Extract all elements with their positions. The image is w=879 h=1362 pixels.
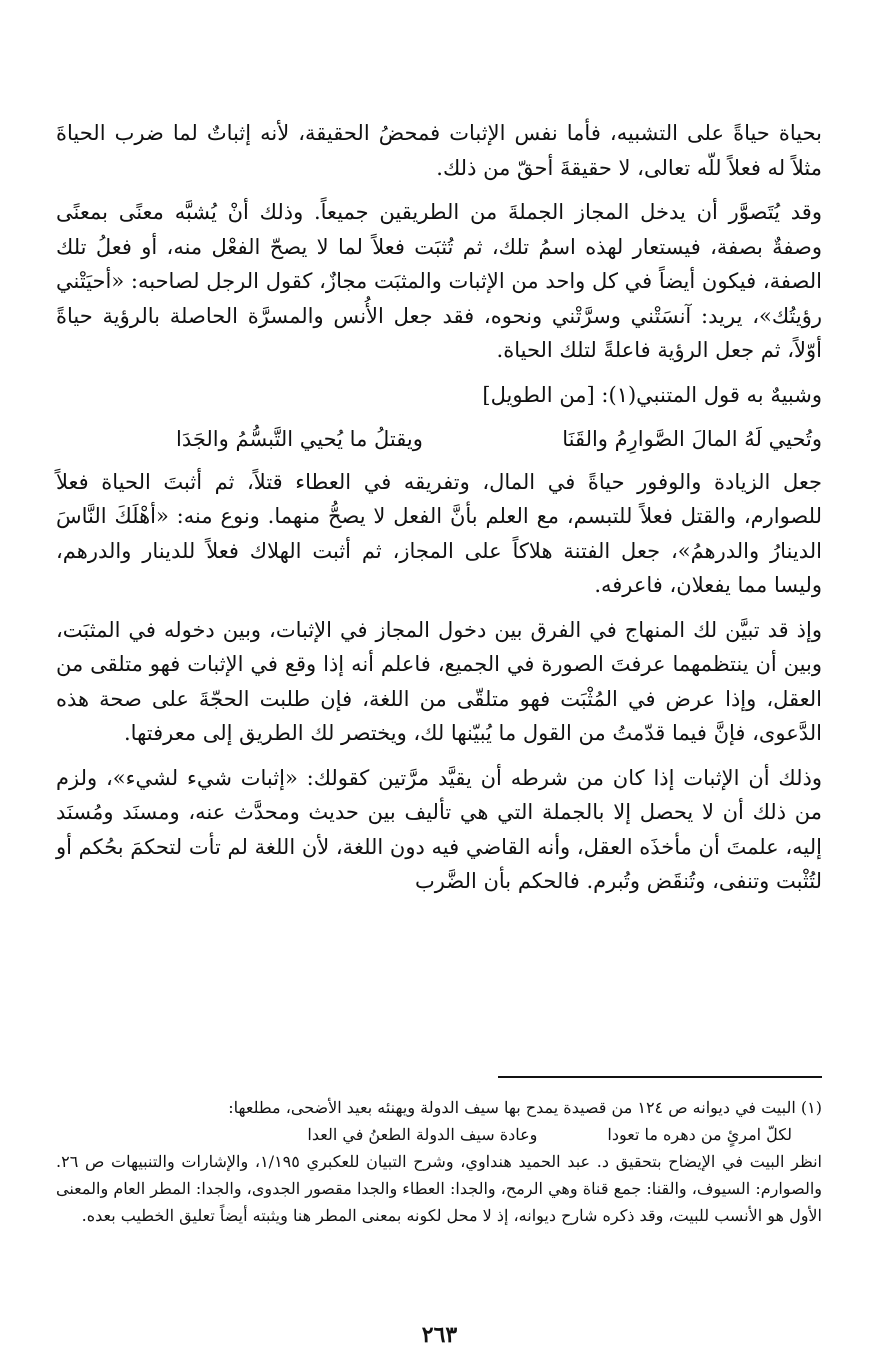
page-number: ٢٦٣	[421, 1322, 458, 1348]
paragraph-5: وذلك أن الإثبات إذا كان من شرطه أن يقيَّد مرَّتين كقولك: «إثبات شيء لشيء»، ولزم من ذلك أن لا يحصل إلا بالجملة التي هي تأليف بين حديث ومحدَّث عنه، ومسنَد ومُسنَد إليه، علمتَ أن مأخذَه العقل، وأنه القاضي فيه دون اللغة، لأن اللغة لم تأت لتحكمَ بحُكم أو لتُثْبت وتنفى، وتُنقَض وتُبرم. فالحكم بأن الضَّرب	[56, 765, 822, 893]
main-text	[56, 116, 822, 909]
paragraph-3: جعل الزيادة والوفور حياةً في المال، وتفريقه في العطاء قتلاً، ثم أثبتَ الحياة فعلاً للصوارم، والقتل فعلاً للتبسم، مع العلم بأنَّ الفعل لا يصحُّ منهما. ونوع منه: «أهْلَكَ النَّاسَ الدينارُ والدرهمُ»، جعل الفتنة هلاكاً على المجاز، ثم أثبت الهلاك فعلاً للدينار والدرهم، وليسا مما يفعلان، فاعرفه.	[56, 469, 822, 597]
footnote-verse	[56, 1121, 822, 1148]
footnote-separator	[498, 1076, 822, 1078]
poetry-verse	[56, 422, 822, 457]
verse-first-hemistich: وتُحيي لَهُ المالَ الصَّوارِمُ والقَنَا	[562, 427, 822, 451]
paragraph-2: وقد يُتَصوَّر أن يدخل المجاز الجملةَ من الطريقين جميعاً. وذلك أنْ يُشبَّه معنًى بمعنًى وصفةٌ بصفة، فيستعار لهذه اسمُ تلك، ثم تُثبَت فعلاً لما لا يصحّ الفعْل منه، أو فعلُ تلك الصفة، فيكون أيضاً في كل واحد من الإثبات والمثبَت مجازٌ، كقول الرجل لصاحبه: «أحيَتْني رؤيتُك»، يريد: آنسَتْني وسرَّتْني ونحوه، فقد جعل الأُنس والمسرَّة الحاصلة بالرؤية حياةً أوّلاً، ثم جعل الرؤية فاعلةً لتلك الحياة.	[56, 200, 822, 362]
paragraph-1: بحياة حياةً على التشبيه، فأما نفس الإثبات فمحضُ الحقيقة، لأنه إثباتٌ لما ضرب الحياةَ مثلاً له فعلاً للّه تعالى، لا حقيقةَ أحقّ من ذلك.	[56, 121, 822, 180]
footnote-body: انظر البيت في الإيضاح بتحقيق د. عبد الحميد هنداوي، وشرح التبيان للعكبري ١/١٩٥، والإشارات والتنبيهات ص ٢٦. والصوارم: السيوف، والقنا: جمع قناة وهي الرمح، والجدا: العطاء والجدا مقصور الجدوى، والجدا: المطر العام والمعنى الأول هو الأنسب للبيت، وقد ذكره شارح ديوانه، إذ لا محل لكونه بمعنى المطر هنا ويثبته أيضاً تعليق الخطيب بعده.	[56, 1152, 822, 1225]
footnotes	[56, 1094, 822, 1229]
footnote-line-1: (١) البيت في ديوانه ص ١٢٤ من قصيدة يمدح بها سيف الدولة ويهنئه بعيد الأضحى، مطلعها:	[228, 1098, 822, 1117]
footnote-verse-first: لكلّ امرئٍ من دهره ما تعودا	[607, 1125, 792, 1144]
verse-intro: وشبيهٌ به قول المتنبي(١): [من الطويل]	[482, 382, 822, 407]
verse-second-hemistich: ويقتلُ ما يُحيي التَّبسُّمُ والجَدَا	[176, 427, 423, 451]
paragraph-4: وإذ قد تبيَّن لك المنهاج في الفرق بين دخول المجاز في الإثبات، وبين دخوله في المثبَت، وبين أن ينتظمهما عرفتَ الصورة في الجميع، فاعلم أنه إذا وقع في الإثبات فهو متلقى من العقل، وإذا عرض في المُثْبَت فهو متلقّى من اللغة، فإن طلبت الحجّةَ على صحة هذه الدَّعوى، فإنَّ فيما قدّمتُ من القول ما يُبيّنها لك، ويختصر لك الطريق إلى معرفتها.	[56, 617, 822, 745]
footnote-verse-second: وعادة سيف الدولة الطعنُ في العدا	[307, 1125, 538, 1144]
